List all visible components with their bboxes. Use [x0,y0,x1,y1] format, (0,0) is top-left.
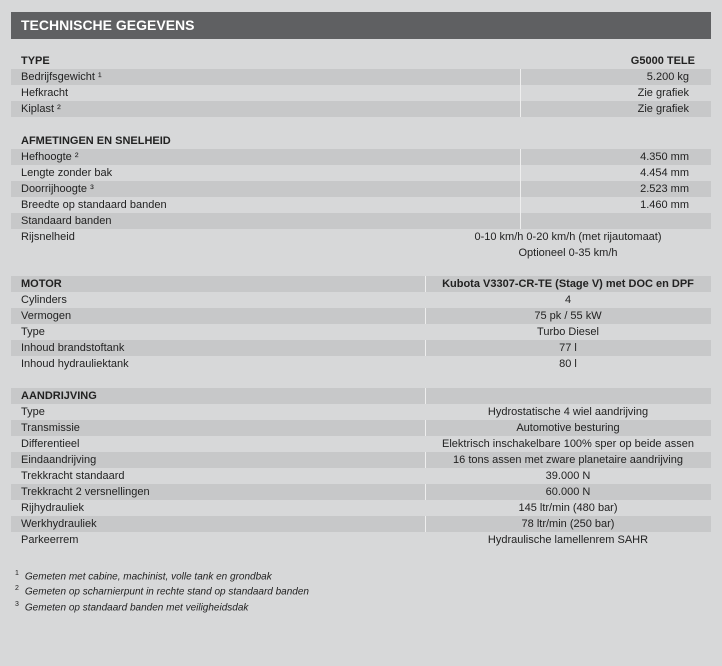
row-value: 2.523 mm [640,183,689,195]
row-value: 145 ltr/min (480 bar) [518,502,618,514]
row-value: 39.000 N [545,470,591,482]
table-row [11,197,711,213]
row-label: Type [21,326,45,338]
row-label: Parkeerrem [21,534,79,546]
row-label: Rijhydrauliek [21,502,84,514]
row-label: Werkhydrauliek [21,518,97,530]
row-label: Type [21,406,45,418]
row-label: Bedrijfsgewicht ¹ [21,71,102,83]
row-label: Lengte zonder bak [21,167,113,179]
section-header [11,53,711,69]
table-row [11,420,711,436]
table-row [11,101,711,117]
row-value: Zie grafiek [637,87,689,99]
row-label: Cylinders [21,294,67,306]
row-value: 80 l [559,358,577,370]
row-value: 1.460 mm [640,199,689,211]
table-row [11,165,711,181]
table-row [11,85,711,101]
row-value: Optioneel 0-35 km/h [518,247,618,259]
row-value: 4 [564,294,572,306]
row-value: Automotive besturing [516,422,620,434]
table-row [11,532,711,548]
page-title: TECHNISCHE GEGEVENS [11,12,711,39]
table-row [11,340,711,356]
row-value: Zie grafiek [637,103,689,115]
header-value: G5000 TELE [630,55,695,67]
table-row [11,308,711,324]
row-value: 60.000 N [545,486,591,498]
table-row [11,181,711,197]
section-dimensions [11,133,711,261]
table-row [11,213,711,229]
section-type [11,53,711,117]
table-row [11,436,711,452]
header-label: TYPE [21,55,50,67]
row-label: Vermogen [21,310,72,322]
row-label: Eindaandrijving [21,454,97,466]
section-header [11,276,711,292]
row-label: Hefkracht [21,87,69,99]
table-row [11,468,711,484]
row-label: Standaard banden [21,215,112,227]
header-value: Kubota V3307-CR-TE (Stage V) met DOC en DPF [442,278,694,290]
row-value: 78 ltr/min (250 bar) [521,518,615,530]
row-value: 16 tons assen met zware planetaire aandrijving [453,454,683,466]
table-row [11,500,711,516]
row-value: 5.200 kg [646,71,689,83]
table-row [11,404,711,420]
row-value: Elektrisch inschakelbare 100% sper op beide assen [442,438,694,450]
row-label: Kiplast ² [21,103,61,115]
footnotes [15,568,309,614]
row-label: Inhoud brandstoftank [21,342,125,354]
row-label: Rijsnelheid [21,231,75,243]
row-value: 77 l [559,342,577,354]
table-row [11,324,711,340]
row-label: Differentieel [21,438,80,450]
table-row [11,245,711,261]
table-row [11,484,711,500]
table-row [11,229,711,245]
footnote: $^1$ Gemeten met cabine, machinist, volle tank en grondbak [15,570,272,583]
row-value: 75 pk / 55 kW [534,310,602,322]
section-header [11,388,711,404]
table-row [11,452,711,468]
table-row [11,356,711,372]
row-value: 4.454 mm [640,167,689,179]
row-value: 0-10 km/h 0-20 km/h (met rijautomaat) [474,231,662,243]
footnote: $^2$ Gemeten op scharnierpunt in rechte stand op standaard banden [15,585,309,598]
row-value: 4.350 mm [640,151,689,163]
header-label: AANDRIJVING [21,390,97,402]
header-label: AFMETINGEN EN SNELHEID [21,135,171,147]
row-label: Doorrijhoogte ³ [21,183,94,195]
table-row [11,69,711,85]
row-label: Inhoud hydrauliektank [21,358,129,370]
section-header [11,133,711,149]
table-row [11,149,711,165]
table-row [11,516,711,532]
footnote: $^3$ Gemeten op standaard banden met veiligheidsdak [15,600,249,613]
row-value: Turbo Diesel [537,326,599,338]
row-label: Breedte op standaard banden [21,199,167,211]
row-label: Trekkracht standaard [21,470,125,482]
section-motor [11,276,711,372]
header-label: MOTOR [21,278,62,290]
row-value: Hydrostatische 4 wiel aandrijving [487,406,649,418]
row-label: Transmissie [21,422,80,434]
row-label: Hefhoogte ² [21,151,79,163]
row-value: Hydraulische lamellenrem SAHR [487,534,649,546]
row-label: Trekkracht 2 versnellingen [21,486,150,498]
table-row [11,292,711,308]
section-drive [11,388,711,548]
